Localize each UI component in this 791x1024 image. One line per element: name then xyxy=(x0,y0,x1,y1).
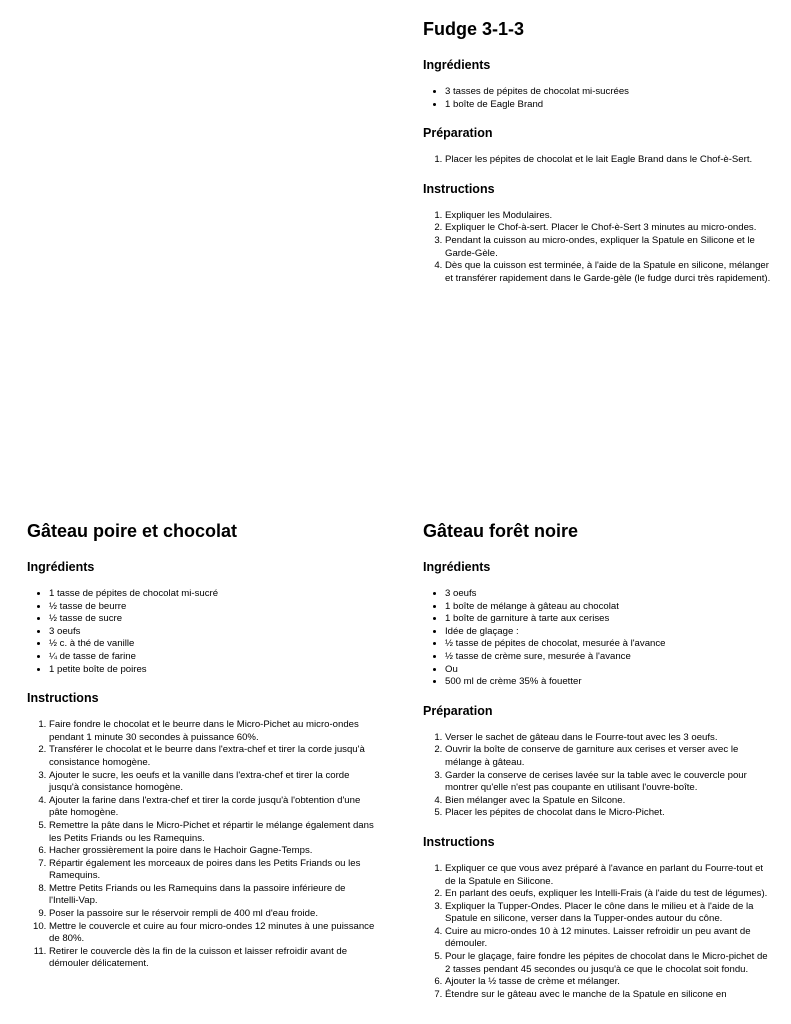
list-item: • ½ c. à thé de vanille xyxy=(49,638,377,651)
ingredients-heading: Ingrédients xyxy=(423,560,491,574)
list-item: 3. Pendant la cuisson au micro-ondes, expliquer la Spatule en Silicone et le Garde-Gèle. xyxy=(445,235,773,260)
recipe-title: Gâteau poire et chocolat xyxy=(27,521,238,541)
list-item: • ¼ de tasse de farine xyxy=(49,651,377,664)
list-item: • Ou xyxy=(445,664,773,677)
list-item: 1. Expliquer ce que vous avez préparé à l'avance en parlant du Fourre-tout et de la Spatule en Silicone. xyxy=(445,863,773,888)
list-item: 6. Hacher grossièrement la poire dans le Hachoir Gagne-Temps. xyxy=(49,845,377,858)
ingredients-list xyxy=(27,588,377,676)
list-item: • 1 boîte de Eagle Brand xyxy=(445,99,773,112)
list-item: • ½ tasse de beurre xyxy=(49,601,377,614)
instructions-heading: Instructions xyxy=(423,834,495,849)
list-item: • 1 boîte de mélange à gâteau au chocolat xyxy=(445,601,773,614)
instructions-heading: Instructions xyxy=(423,181,495,196)
list-item: 10. Mettre le couvercle et cuire au four micro-ondes 12 minutes à une puissance de 80%. xyxy=(49,921,377,946)
list-item: 5. Remettre la pâte dans le Micro-Pichet et répartir le mélange également dans les Petits Friands ou les Ramequins. xyxy=(49,820,377,845)
list-item: 2. En parlant des oeufs, expliquer les Intelli-Frais (à l'aide du test de légumes). xyxy=(445,888,773,901)
ingredients-heading: Ingrédients xyxy=(423,58,491,72)
preparation-list xyxy=(423,154,773,167)
list-item: 1. Verser le sachet de gâteau dans le Fourre-tout avec les 3 oeufs. xyxy=(445,732,773,745)
list-item: 2. Ouvrir la boîte de conserve de garniture aux cerises et verser avec le mélange à gâteau. xyxy=(445,744,773,769)
preparation-list xyxy=(423,732,773,820)
list-item: • Idée de glaçage : xyxy=(445,626,773,639)
recipe-black-forest-cake xyxy=(423,520,773,1015)
list-item: 3. Ajouter le sucre, les oeufs et la vanille dans l'extra-chef et tirer la corde jusqu'à consistance homogène. xyxy=(49,770,377,795)
list-item: 4. Dès que la cuisson est terminée, à l'aide de la Spatule en silicone, mélanger et transférer rapidement dans le Garde-gèle (le fudge durci très rapidement). xyxy=(445,260,773,285)
list-item: 6. Ajouter la ½ tasse de crème et mélanger. xyxy=(445,976,773,989)
list-item: 1. Faire fondre le chocolat et le beurre dans le Micro-Pichet au micro-ondes pendant 1 minute 30 secondes à puissance 60%. xyxy=(49,719,377,744)
list-item: 9. Poser la passoire sur le réservoir rempli de 400 ml d'eau froide. xyxy=(49,908,377,921)
list-item: • 3 oeufs xyxy=(445,588,773,601)
list-item: 1. Expliquer les Modulaires. xyxy=(445,210,773,223)
list-item: 8. Mettre Petits Friands ou les Ramequins dans la passoire inférieure de l'Intelli-Vap. xyxy=(49,883,377,908)
ingredients-list xyxy=(423,86,773,111)
list-item: 5. Placer les pépites de chocolat dans le Micro-Pichet. xyxy=(445,807,773,820)
list-item: 11. Retirer le couvercle dès la fin de la cuisson et laisser refroidir avant de démouler délicatement. xyxy=(49,946,377,971)
instructions-list xyxy=(27,719,377,971)
instructions-list xyxy=(423,210,773,286)
list-item: • 3 oeufs xyxy=(49,626,377,639)
list-item: 4. Ajouter la farine dans l'extra-chef et tirer la corde jusqu'à l'obtention d'une pâte homogène. xyxy=(49,795,377,820)
list-item: • 3 tasses de pépites de chocolat mi-sucrées xyxy=(445,86,773,99)
instructions-list xyxy=(423,863,773,1002)
recipe-pear-chocolate-cake xyxy=(27,520,377,985)
list-item: • 1 petite boîte de poires xyxy=(49,664,377,677)
list-item: • ½ tasse de crème sure, mesurée à l'avance xyxy=(445,651,773,664)
preparation-heading: Préparation xyxy=(423,703,493,718)
list-item: 5. Pour le glaçage, faire fondre les pépites de chocolat dans le Micro-pichet de 2 tasses pendant 45 secondes ou jusqu'à ce que le chocolat soit fondu. xyxy=(445,951,773,976)
list-item: 4. Cuire au micro-ondes 10 à 12 minutes. Laisser refroidir un peu avant de démouler. xyxy=(445,926,773,951)
list-item: 2. Expliquer le Chof-à-sert. Placer le Chof-è-Sert 3 minutes au micro-ondes. xyxy=(445,222,773,235)
list-item: 7. Répartir également les morceaux de poires dans les Petits Friands ou les Ramequins. xyxy=(49,858,377,883)
list-item: 4. Bien mélanger avec la Spatule en Silcone. xyxy=(445,795,773,808)
list-item: • 1 tasse de pépites de chocolat mi-sucré xyxy=(49,588,377,601)
ingredients-heading: Ingrédients xyxy=(27,560,95,574)
recipe-fudge xyxy=(423,18,773,299)
recipe-title: Gâteau forêt noire xyxy=(423,521,579,541)
instructions-heading: Instructions xyxy=(27,691,99,706)
list-item: • 1 boîte de garniture à tarte aux cerises xyxy=(445,613,773,626)
recipe-title: Fudge 3-1-3 xyxy=(423,19,525,39)
list-item: 1. Placer les pépites de chocolat et le lait Eagle Brand dans le Chof-è-Sert. xyxy=(445,154,773,167)
list-item: • ½ tasse de sucre xyxy=(49,613,377,626)
list-item: • 500 ml de crème 35% à fouetter xyxy=(445,676,773,689)
list-item: 3. Garder la conserve de cerises lavée sur la table avec le couvercle pour montrer qu'elle n'est pas coupante en utilisant l'ouvre-boîte. xyxy=(445,770,773,795)
list-item: • ½ tasse de pépites de chocolat, mesurée à l'avance xyxy=(445,638,773,651)
list-item: 7. Étendre sur le gâteau avec le manche de la Spatule en silicone en xyxy=(445,989,773,1002)
list-item: 3. Expliquer la Tupper-Ondes. Placer le cône dans le milieu et à l'aide de la Spatule en silicone, verser dans la Tupper-ondes autour du cône. xyxy=(445,901,773,926)
list-item: 2. Transférer le chocolat et le beurre dans l'extra-chef et tirer la corde jusqu'à consistance homogène. xyxy=(49,744,377,769)
ingredients-list xyxy=(423,588,773,689)
preparation-heading: Préparation xyxy=(423,126,493,141)
